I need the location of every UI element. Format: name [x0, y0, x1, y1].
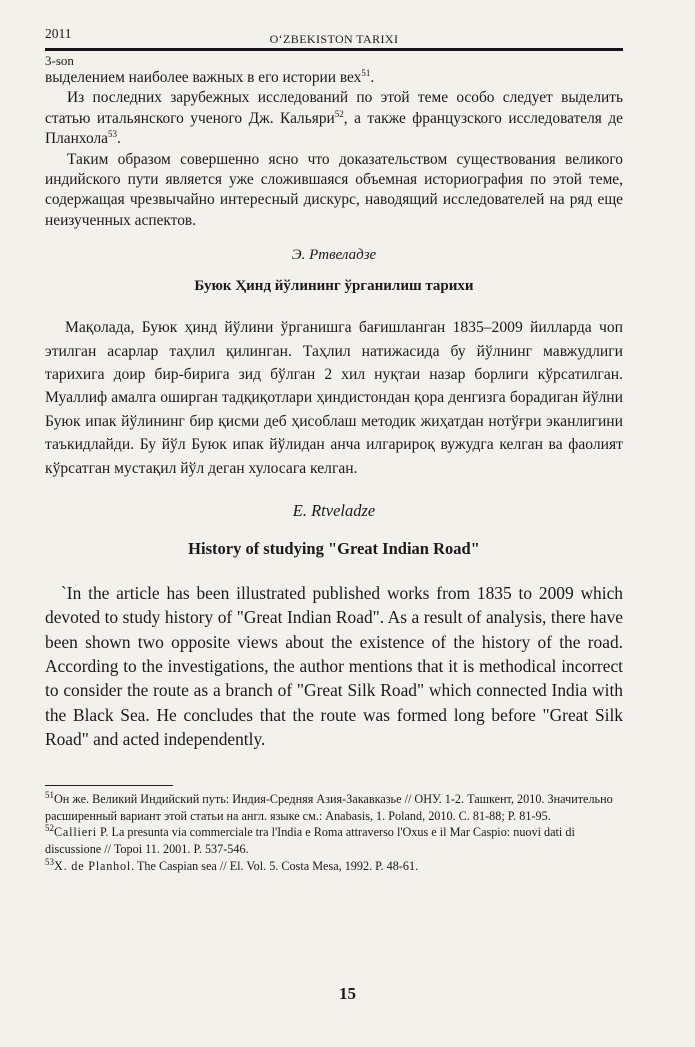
- footnote-rule: [45, 785, 173, 786]
- ru-author: Э. Ртвеладзе: [291, 247, 377, 264]
- footnote-52: $^{52}$Callieri P. La presunta via commerciale tra l'India e Roma attraverso l'Oxus e il Mar Caspio: nuovi dati di discussione // Topoi 11. 2001. P. 537-546.: [45, 823, 575, 856]
- ru-paragraph-1: выделением наиболее важных в его истории вех$^{51}$.: [45, 67, 375, 86]
- footnote-53: $^{53}$X. de Planhol. The Caspian sea // El. Vol. 5. Costa Mesa, 1992. P. 48-61.: [45, 856, 419, 873]
- header-journal-title: O‘ZBEKISTON TARIXI: [269, 32, 399, 46]
- footnote-ref-53[interactable]: 53: [107, 129, 117, 140]
- uz-abstract-text: Мақолада, Буюк ҳинд йўлини ўрганишга бағишланган 1835–2009 йилларда чоп этилган асарлар таҳлил қилинган. Таҳлил натижасида бу йўлнинг мавжудлиги тарихига доир бир-бирига зид бўлган 2 хил нуқтаи назар борлиги кўрсатилган. Муаллиф амалга оширган тадқиқотлари ҳиндистондан қора денгизга борадиган йўлни Буюк ипак йўлининг бир қисми деб ҳисоблаш методик жиҳатдан нотўғри эканлигини таъкидлайди. Бу йўл Буюк ипак йўлидан анча илгарироқ вужудга келган ва фаолият кўрсатган мустақил йўл деган хулосага келган.: [45, 319, 623, 477]
- en-abstract-text: `In the article has been illustrated published works from 1835 to 2009 which devoted to study history of "Great Indian Road". As a result of analysis, there have been shown two opposite views about the existence of the history of the road. According to the investigations, the author mentions that it is methodical incorrect to consider the route as a branch of "Great Silk Road" which connected India with the Black Sea. He concludes that the route was formed long before "Great Silk Road" and acted independently.: [45, 583, 623, 749]
- ru-paragraph-2: Из последних зарубежных исследований по этой теме особо следует выделить статью итальянского ученого Дж. Кальяри$^{52}$, а также французского исследователя де Планхола$^{53}$.: [45, 89, 623, 148]
- header-issue: 3-son: [45, 53, 74, 68]
- en-abstract-title: History of studying "Great Indian Road": [188, 539, 480, 559]
- journal-page: [45, 22, 623, 874]
- page-number: 15: [339, 984, 356, 1003]
- footnotes: [45, 791, 623, 874]
- header-rule: [45, 48, 623, 51]
- en-author: E. Rtveladze: [292, 501, 376, 521]
- header-year: 2011: [45, 26, 72, 41]
- footnote-ref-51[interactable]: 51: [361, 67, 371, 78]
- footnote-ref-52[interactable]: 52: [334, 108, 344, 119]
- ru-paragraph-3: Таким образом совершенно ясно что доказательством существования великого индийского пути является уже сложившаяся объемная историография по этой теме, содержащая чрезвычайно интересный дискурс, наводящий исследователей на ряд еще неизученных аспектов.: [45, 150, 623, 229]
- uz-abstract-title: Буюк Ҳинд йўлининг ўрганилиш тарихи: [194, 278, 474, 295]
- running-header: [45, 22, 623, 48]
- footnote-51: $^{51}$Он же. Великий Индийский путь: Индия-Средняя Азия-Закавказье // ОНУ. 1-2. Ташкент, 2010. Значительно расширенный вариант этой статьи на англ. языке см.: Anabasis, 1. Poland, 2010. С. 81-88; P. 81-95.: [45, 790, 613, 823]
